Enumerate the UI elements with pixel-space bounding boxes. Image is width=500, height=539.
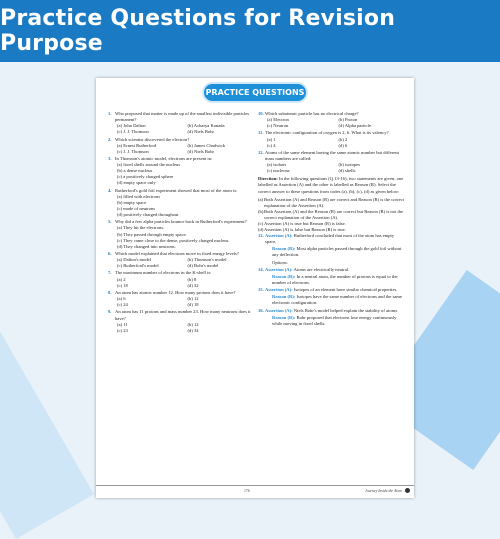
option-item: (b) 2 [338,136,348,142]
option-item: (d) empty space only [117,180,156,186]
option-item: (a) filled with electrons [117,193,160,199]
option-item: (d) Bohr's model [187,263,219,269]
question-text: Which scientist discovered the electron? [115,136,190,142]
option-item: (b) 12 [187,321,199,327]
assertion-label: Assertion (A): [265,233,293,239]
option-item: (c) 23 [117,327,128,333]
option-item: (a) 11 [117,321,128,327]
option-item: (c) Neutron [267,123,289,129]
question-text: Which model explained that electrons move in fixed energy levels? [115,251,239,256]
question-number: 4. [108,187,112,193]
question-text: The electronic configuration of oxygen is 2, 6. What is its valency? [265,130,389,136]
option-item: (a) 6 [117,296,126,302]
question-number: 14. [258,266,264,272]
book-page [96,78,414,498]
option-item: (c) Rutherford's model [117,263,159,269]
answer-code-key: (b) [258,208,264,214]
option-item: (d) Niels Bohr [187,129,215,135]
option-item: (d) 18 [187,302,199,308]
option-item: (b) James Chadwick [187,142,226,148]
reason-label: Reason (R): [272,314,296,320]
assertion-question [258,308,404,327]
question-number: 5. [108,219,112,225]
option-item: (b) Proton [338,117,358,123]
answer-code-key: (a) [258,196,264,202]
question-text: In Thomson's atomic model, electrons are present in: [115,156,213,162]
reason-line [265,294,404,306]
option-item: (a) fixed shells around the nucleus [117,162,181,168]
reason-text: Isotopes have the same number of electrons and the same electronic configuration. [272,294,403,306]
option-grid [115,123,252,135]
question-number: 6. [108,251,112,256]
reason-text: Most alpha particles passed through the gold foil without any deflection. [272,246,402,258]
question-item [258,150,404,174]
question-number: 15. [258,287,264,293]
direction-label: Direction: [258,176,278,182]
direction-body: In the following questions (Q.13-16), two statements are given, one labelled as Assertion (A) and the other is labelled as Reason (R). Select the correct answer to these questions from codes (a), (b), (c), (d) as given below: [258,176,404,194]
option-item: (b) 12 [187,296,199,302]
question-text: An atom has atomic number 12. How many protons does it have? [115,289,236,295]
reason-text: Bohr proposed that electrons lose energy continuously while moving in fixed shells. [272,314,397,326]
option-grid [115,257,252,269]
option-item: (b) Thomson's model [187,257,227,263]
question-item [258,130,404,148]
question-item [108,219,252,249]
option-item: (d) Niels Bohr [187,148,215,154]
option-item: (b) 8 [187,276,197,282]
option-grid [115,296,252,308]
option-item: (c) made of neutrons [117,205,156,211]
answer-code-text: Both Assertion (A) and Reason (R) are correct and Reason (R) is the correct explanation of the Assertion (A). [264,196,404,208]
answer-code-text: Assertion (A) is true but Reason (R) is false. [264,220,346,226]
option-grid [115,143,252,155]
option-item: (a) 2 [117,276,126,282]
footer-dot-icon [405,488,410,493]
option-item: (c) 18 [117,282,128,288]
assertion-question [258,233,404,265]
assertion-label: Assertion (A): [265,287,293,293]
option-item: (c) 4 [267,142,276,148]
option-item: (b) a dense nucleus [117,168,153,174]
question-text: The maximum number of electrons in the K-shell is: [115,270,212,276]
option-item: (d) shells [338,168,356,174]
question-item [108,309,252,333]
assertion-text: Rutherford concluded that most of the atom has empty space. [265,233,395,245]
right-column [258,111,404,328]
assertion-question [258,287,404,306]
option-item: (c) J. J. Thomson [117,148,149,154]
question-number: 12. [258,149,264,155]
question-number: 11. [258,130,264,136]
option-item: (a) Electron [267,117,289,123]
options-label: Options: [272,259,288,265]
option-item: (b) Acharya Kanada [187,123,225,129]
assertion-question [258,267,404,286]
reason-label: Reason (R): [272,273,296,279]
practice-heading: PRACTICE QUESTIONS [204,84,306,101]
question-item [108,188,252,218]
assertion-text: Niels Bohr's model helped explain the stability of atoms. [293,307,399,313]
page-number: 176 [244,489,250,493]
option-grid [115,322,252,334]
reason-line [265,274,404,286]
option-item: (d) 32 [187,282,199,288]
option-item: (c) J. J. Thomson [117,129,149,135]
option-item: (a) Ernest Rutherford [117,142,157,148]
question-item [108,290,252,308]
question-number: 13. [258,233,264,239]
question-number: 1. [108,111,112,116]
left-column [108,111,252,335]
answer-code-row [258,197,404,209]
reason-label: Reason (R): [272,246,296,252]
option-item: (a) They hit the electrons. [117,225,165,231]
question-item [108,137,252,155]
top-banner [0,0,500,62]
question-number: 7. [108,270,112,276]
option-item: (a) 1 [267,136,276,142]
option-item: (a) John Dalton [117,123,146,129]
option-item: (c) a positively charged sphere [117,174,174,180]
option-item: (d) 34 [187,327,199,333]
question-item [108,270,252,288]
option-item: (d) They changed into neutrons. [117,243,176,249]
footer-title: Journey Inside the Atom [365,489,402,493]
decorative-stripe [0,321,94,539]
assertion-label: Assertion (A): [265,307,293,313]
option-item: (d) Alpha particle [338,123,371,129]
option-item: (a) isobars [267,162,287,168]
question-number: 2. [108,136,112,142]
answer-code-row [258,209,404,221]
option-grid [265,137,404,149]
assertion-line [265,267,404,273]
option-item: (b) isotopes [338,162,361,168]
assertion-text: Atoms are electrically neutral. [293,266,350,272]
assertion-line [265,308,404,314]
question-text: Which subatomic particle has no electrical charge? [265,111,359,116]
reason-line [265,315,404,327]
answer-code-text: Both Assertion (A) and the Reason (R) are correct but Reason (R) is not the correct explanation of the Assertion (A). [264,208,404,220]
question-item [108,251,252,269]
option-item: (b) They passed through empty space. [117,231,187,237]
reason-line [265,246,404,258]
option-item: (c) 24 [117,302,128,308]
assertion-label: Assertion (A): [265,266,293,272]
page-footer [96,485,414,498]
option-item: (a) Dalton's model [117,257,151,263]
question-item [108,156,252,186]
question-item [108,111,252,135]
question-text: An atom has 11 protons and mass number 23. How many neutrons does it have? [115,309,251,321]
option-item: (c) They came close to the dense, positively charged nucleus. [117,237,230,243]
question-item [258,111,404,129]
banner-title: Practice Questions for Revision Purpose [0,6,396,56]
assertion-line [265,287,404,293]
answer-code-key: (c) [258,220,264,226]
question-number: 8. [108,289,112,295]
option-grid [265,117,404,129]
question-text: Who proposed that matter is made up of the smallest indivisible particles permanent? [115,111,250,123]
answer-code-text: Assertion (A) is false but Reason (R) is true. [264,227,346,233]
question-text: Rutherford's gold foil experiment showed that most of the atom is: [115,187,238,193]
question-number: 16. [258,307,264,313]
question-number: 10. [258,111,264,116]
reason-text: In a neutral atom, the number of protons is equal to the number of electrons. [272,273,398,285]
question-number: 3. [108,156,112,162]
option-grid [265,162,404,174]
answer-code-key: (d) [258,227,264,233]
option-grid [115,277,252,289]
reason-label: Reason (R): [272,294,296,300]
question-text: Why did a few alpha particles bounce back in Rutherford's experiment? [115,219,247,225]
assertion-line [265,233,404,245]
option-item: (d) positively charged throughout [117,212,179,218]
option-item: (c) nucleons [267,168,290,174]
assertion-text: Isotopes of an element have similar chemical properties. [293,287,398,293]
question-text: Atoms of the same element having the same atomic number but different mass numbers are called: [265,149,399,162]
option-item: (b) empty space [117,199,147,205]
direction-text [258,176,404,194]
question-number: 9. [108,309,112,315]
option-item: (d) 6 [338,142,348,148]
